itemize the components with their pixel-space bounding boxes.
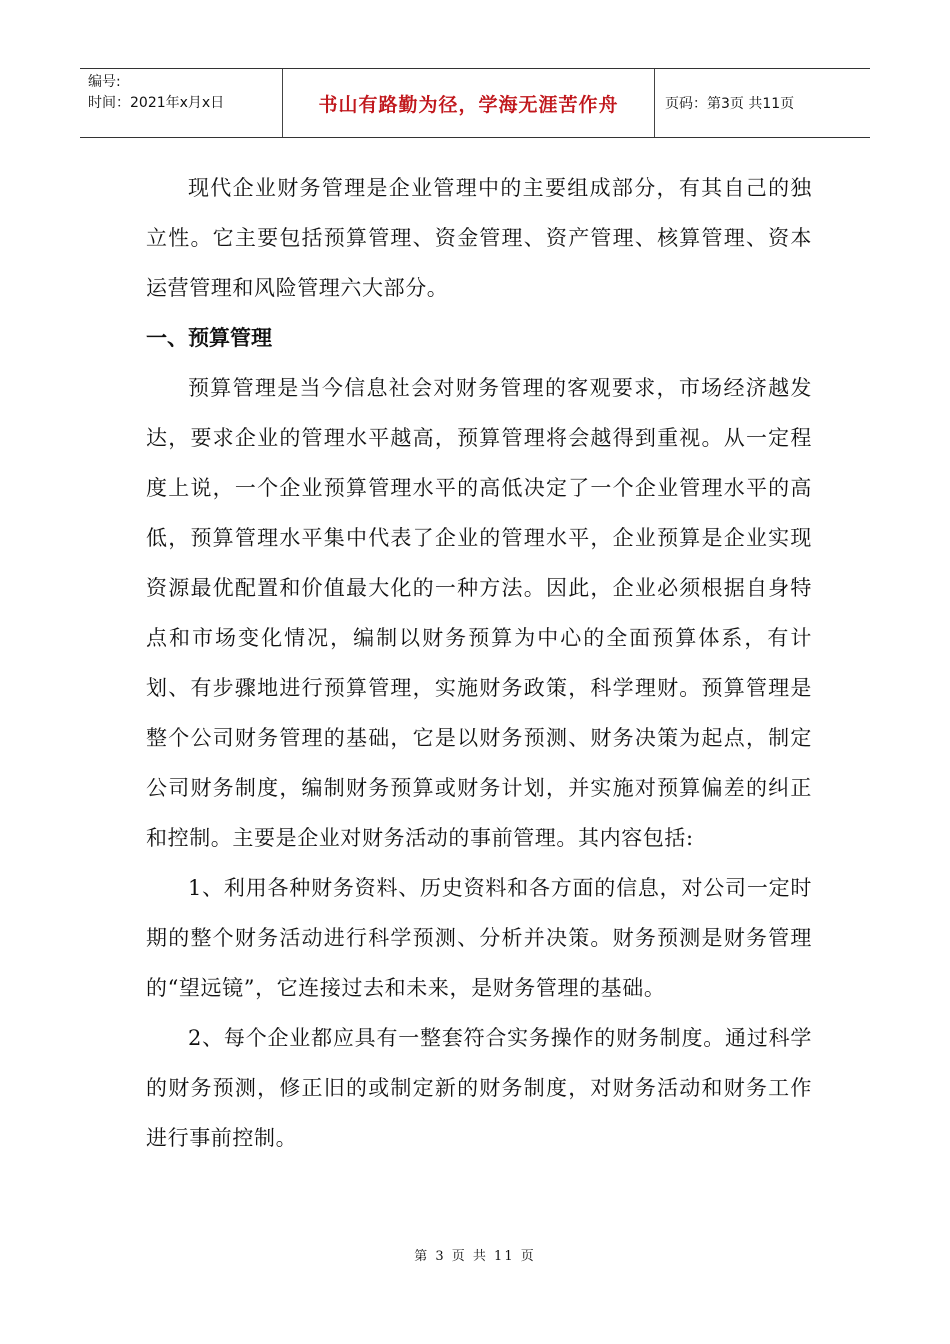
- document-header: [80, 68, 870, 138]
- header-page-label: 页码：第3页 共11页: [665, 96, 795, 112]
- document-body: [146, 163, 812, 1163]
- list-item-1: 1、利用各种财务资料、历史资料和各方面的信息，对公司一定时期的整个财务活动进行科学预测、分析并决策。财务预测是财务管理的“望远镜”，它连接过去和未来，是财务管理的基础。: [146, 876, 812, 1000]
- page-footer: 第 3 页 共 11 页: [414, 1249, 536, 1264]
- header-motto: 书山有路勤为径，学海无涯苦作舟: [318, 93, 619, 116]
- budget-paragraph: 预算管理是当今信息社会对财务管理的客观要求，市场经济越发达，要求企业的管理水平越高，预算管理将会越得到重视。从一定程度上说，一个企业预算管理水平的高低决定了一个企业管理水平的高低，预算管理水平集中代表了企业的管理水平，企业预算是企业实现资源最优配置和价值最大化的一种方法。因此，企业必须根据自身特点和市场变化情况，编制以财务预算为中心的全面预算体系，有计划、有步骤地进行预算管理，实施财务政策，科学理财。预算管理是整个公司财务管理的基础，它是以财务预测、财务决策为起点，制定公司财务制度，编制财务预算或财务计划，并实施对预算偏差的纠正和控制。主要是企业对财务活动的事前管理。其内容包括:: [146, 376, 812, 850]
- document-time-label: 时间：2021年x月x日: [88, 95, 225, 111]
- section-heading-budget: 一、预算管理: [146, 326, 272, 350]
- intro-paragraph: 现代企业财务管理是企业管理中的主要组成部分，有其自己的独立性。它主要包括预算管理、资金管理、资产管理、核算管理、资本运营管理和风险管理六大部分。: [146, 176, 812, 300]
- list-item-2: 2、每个企业都应具有一整套符合实务操作的财务制度。通过科学的财务预测，修正旧的或制定新的财务制度，对财务活动和财务工作进行事前控制。: [146, 1026, 812, 1150]
- header-meta: [80, 69, 282, 137]
- document-number-label: 编号:: [88, 74, 121, 90]
- header-page-cell: [655, 69, 870, 137]
- header-motto-cell: [282, 69, 655, 137]
